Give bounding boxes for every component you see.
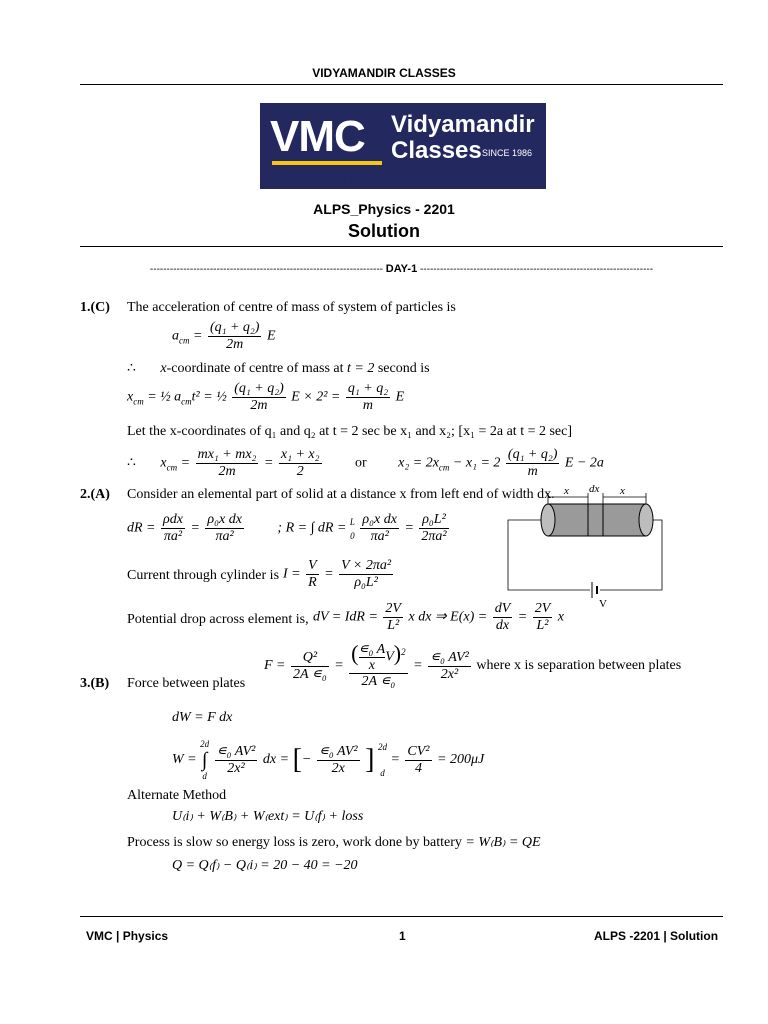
q3-statement: Force between plates (127, 676, 246, 691)
cylinder (541, 504, 653, 536)
q2-resistance-equation: dR = $\frac{\text{ρdx}}{\text{πa²}}$ = $\frac{\text{ρ₀x dx}}{\text{πa²}}$ ; R = ∫ dR = L 0 $\frac{\text{ρ₀x dx}}{\text{πa²}}$ = $\frac{\text{ρ₀L²}}{\text{2πa²}}$ (127, 512, 447, 544)
q2-number: 2.(A) (80, 487, 110, 502)
solution-title: Solution (348, 221, 420, 241)
q3-energy-equation: U₍i₎ + W₍B₎ + W₍ext₎ = U₍f₎ + loss (172, 809, 364, 824)
logo-tagline: IIT JEE | MEDICAL | FOUNDATION (306, 170, 500, 184)
q2-statement: Consider an elemental part of solid at a distance x from left end of width dx. (127, 487, 555, 502)
header-institute: VIDYAMANDIR CLASSES (312, 66, 456, 80)
q1-xcoord-line: ∴ x-coordinate of centre of mass at t = 2 second is (127, 361, 430, 376)
footer-rule (80, 916, 723, 917)
q2-current-equation: I = $\frac{V}{R}$ = $\frac{\text{V × 2πa²}}{\text{ρ₀L²}}$ (283, 558, 392, 590)
paper-title: ALPS_Physics - 2201 (313, 201, 455, 217)
logo-name-line2: Classes (391, 137, 482, 164)
q1-acm-equation: $a_{cm}$ = $\frac{\text{(q₁ + q₂)}}{2m}$ E (172, 320, 276, 352)
footer-right: ALPS -2201 | Solution (594, 929, 719, 943)
logo-name-line1: Vidyamandir (391, 111, 535, 138)
fig-label-x-left: x (564, 485, 569, 497)
day-label: DAY-1 (385, 263, 418, 275)
fig-label-x-right: x (620, 485, 625, 497)
q3-alt-method: Alternate Method (127, 788, 227, 803)
q3-work-equation: W = 2d ∫ d $\frac{\text{∊₀ AV²}}{\text{2x²}}$ dx = [− $\frac{\text{∊₀ AV²}}{2x}$ ] 2d d = $\frac{\text{CV²}}{4}$ = 200μJ (172, 739, 485, 781)
battery-icon (592, 582, 597, 598)
fig-battery-label: V (599, 598, 607, 610)
dash-left: ---------------------------------------------------------------------- (149, 264, 386, 275)
logo-underline (272, 161, 382, 165)
q2-pd-text: Potential drop across element is, (127, 612, 309, 627)
q3-charge-equation: Q = Q₍f₎ − Q₍i₎ = 20 − 40 = −20 (172, 858, 358, 873)
header-rule (80, 84, 723, 85)
day-divider (80, 263, 723, 275)
dash-right: ---------------------------------------------------------------------- (417, 264, 654, 275)
q1-let-line: Let the x-coordinates of q₁ and q₂ at t = 2 sec be x₁ and x₂; [x₁ = 2a at t = 2 sec] (127, 424, 573, 439)
q3-number: 3.(B) (80, 676, 110, 691)
q3-process-line: Process is slow so energy loss is zero, work done by battery = W₍B₎ = QE (127, 835, 541, 850)
q1-statement: The acceleration of centre of mass of system of particles is (127, 300, 456, 315)
q1-final-equation: ∴ $x_{cm}$ = $\frac{\text{mx₁ + mx₂}}{2m}$ = $\frac{\text{x₁ + x₂}}{2}$ or $x_2 = 2x_{cm} - x_1 = 2$ $\frac{\text{(q₁ + q₂)}}{m}$ E − 2a (127, 447, 604, 479)
fig-label-dx: dx (589, 483, 600, 495)
q3-force-equation: F = $\frac{\text{Q²}}{\text{2A ∊₀}}$ = ( $\frac{\text{∊₀ A}}{x}$ V)$^2$ 2A ∊₀ = $\frac{\text{∊₀ AV²}}{\text{2x²}}$ where x is separation between plates (264, 640, 682, 689)
q2-current-text: Current through cylinder is (127, 568, 280, 583)
footer-page-number: 1 (399, 929, 406, 943)
q1-number: 1.(C) (80, 300, 110, 315)
q2-pd-equation: dV = IdR = $\frac{2V}{\text{L²}}$ x dx ⇒ E(x) = $\frac{dV}{dx}$ = $\frac{2V}{\text{L²}}$ x (313, 601, 564, 633)
footer-left: VMC | Physics (86, 929, 169, 943)
q1-xcm-equation: $x_{cm}$ = ½ $a_{cm}t^2$ = ½ $\frac{\text{(q₁ + q₂)}}{2m}$ E × 2² = $\frac{\text{q₁ + q₂}}{m}$ E (127, 381, 405, 413)
cylinder-circuit-diagram (500, 482, 670, 612)
logo-since: SINCE 1986 (482, 148, 533, 158)
title-rule (80, 246, 723, 247)
logo-mark: VMC (270, 112, 365, 161)
q3-dw-line: dW = F dx (172, 710, 233, 725)
